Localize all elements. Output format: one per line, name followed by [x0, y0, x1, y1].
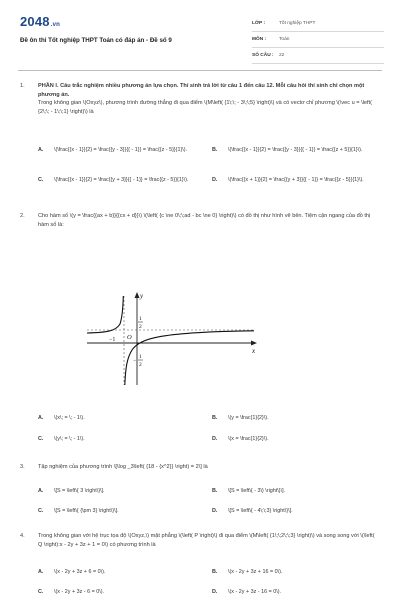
- half-denominator: 2: [139, 324, 142, 330]
- option-label: A.: [38, 147, 44, 153]
- page-title: Đề ôn thi Tốt nghiệp THPT Toán có đáp án - Đề số 9: [20, 37, 172, 44]
- option-text: \(\frac{{x - 1}}{2} = \frac{{y + 3}}{{ - 1}} = \frac{{z - 5}}{1}\).: [54, 177, 189, 183]
- question-number: 2.: [20, 213, 25, 219]
- curve-right-branch: [125, 331, 254, 385]
- option-label: B.: [212, 569, 218, 575]
- option-text: \(x - 2y + 3z + 16 = 0\).: [228, 569, 283, 575]
- meta-key: SỐ CÂU :: [252, 53, 274, 58]
- option-label: D.: [212, 589, 218, 595]
- meta-value: Toán: [279, 37, 290, 42]
- header-divider: [18, 70, 382, 71]
- option-text: \(x - 2y + 3z - 6 = 0\).: [54, 589, 105, 595]
- option-text: \(\frac{{x - 1}}{2} = \frac{{y - 3}}{{ - 1}} = \frac{{z - 5}}{1}\).: [54, 147, 188, 153]
- exam-meta: [252, 16, 384, 64]
- option-text: \[S = \left\{ 3 \right\}\].: [54, 488, 105, 494]
- meta-row-class: [252, 16, 384, 32]
- logo-suffix: .vn: [50, 22, 61, 28]
- option-label: B.: [212, 415, 218, 421]
- neg-half-denominator: 2: [139, 362, 142, 368]
- question-number: 4.: [20, 533, 25, 539]
- neg-half-numerator: 1: [139, 354, 142, 360]
- option-label: B.: [212, 488, 218, 494]
- site-logo[interactable]: [20, 14, 60, 29]
- x-axis-label: x: [252, 347, 256, 355]
- option-label: A.: [38, 415, 44, 421]
- neg-half-minus: −: [133, 358, 137, 364]
- question-text: Tập nghiệm của phương trình \[\log _3\left( {18 - {x^2}} \right) = 2\] là: [38, 464, 208, 470]
- question-text: [38, 82, 378, 116]
- option-label: D.: [212, 508, 218, 514]
- option-text: \(x - 2y + 3z + 6 = 0\).: [54, 569, 106, 575]
- curve-left-branch: [87, 296, 123, 333]
- option-text: \(y\; = \; - 1\).: [54, 436, 85, 442]
- question-text: Trong không gian với hệ trục tọa độ \(Oxyz,\) mặt phẳng \(\left( P \right)\) đi qua điểm \(M\left( {1\;\;2\;\;3} \right)\) và song song với \(\left( Q \right):x - 2y + 3z + 1 = 0\) có phương trình là: [38, 533, 375, 548]
- option-label: A.: [38, 488, 44, 494]
- meta-key: LỚP :: [252, 21, 266, 26]
- question-text: Cho hàm số \(y = \frac{{ax + b}}{{cx + d}}\) \(\left( {c \ne 0\;\;ad - bc \ne 0} \right)\) có đồ thị như hình vẽ bên. Tiệm cận ngang của đồ thị hàm số là:: [38, 213, 371, 228]
- section-intro: PHẦN I. Câu trắc nghiệm nhiều phương án lựa chọn. Thí sinh trả lời từ câu 1 đến câu 12. Mỗi câu hỏi thí sinh chỉ chọn một phương án.: [38, 83, 365, 98]
- logo-text: 2048: [20, 14, 50, 29]
- document-header: [20, 12, 384, 68]
- option-label: D.: [212, 436, 218, 442]
- option-text: \(y = \frac{1}{2}\).: [228, 415, 269, 421]
- neg-one-label: −1: [109, 337, 116, 343]
- origin-label: O: [127, 334, 132, 341]
- question-number: 1.: [20, 83, 25, 89]
- meta-key: MÔN :: [252, 37, 267, 42]
- x-axis-arrow: [251, 341, 257, 346]
- option-label: C.: [38, 436, 44, 442]
- meta-row-subject: [252, 32, 384, 48]
- question-stem: Trong không gian \(Oxyz\), phương trình đường thẳng đi qua điểm \(M\left( {1\;\; - 3\;\;5} \right)\) và có vectơ chỉ phương \(\vec u = \left( {2\;\; - 1\;\;1} \right)\) là: [38, 100, 372, 115]
- y-axis-arrow: [135, 292, 140, 298]
- option-text: \(x = \frac{1}{2}\).: [228, 436, 269, 442]
- meta-value: 22: [279, 53, 285, 58]
- option-label: A.: [38, 569, 44, 575]
- option-text: \(\frac{{x + 1}}{2} = \frac{{y + 3}}{{ - 1}} = \frac{{z - 5}}{1}\).: [228, 177, 364, 183]
- meta-row-count: [252, 48, 384, 64]
- option-label: C.: [38, 177, 44, 183]
- option-text: \(x - 2y + 3z - 16 = 0\).: [228, 589, 282, 595]
- function-graph: [82, 288, 262, 388]
- question-number: 3.: [20, 464, 25, 470]
- option-text: \(\frac{{x - 1}}{2} = \frac{{y - 3}}{{ - 1}} = \frac{{z + 5}}{1}\).: [228, 147, 363, 153]
- half-numerator: 1: [139, 316, 142, 322]
- option-text: \[S = \left\{ {\pm 3} \right\}\].: [54, 508, 119, 514]
- y-axis-label: y: [140, 292, 144, 300]
- option-text: \[S = \left\{ - 3\} \right\}\].: [228, 488, 286, 494]
- option-text: \(x\; = \; - 1\).: [54, 415, 85, 421]
- meta-value: Tốt nghiệp THPT: [279, 21, 316, 26]
- option-text: \[S = \left\{ - 4\;\;3} \right\}\].: [228, 508, 293, 514]
- option-label: D.: [212, 177, 218, 183]
- option-label: B.: [212, 147, 218, 153]
- option-label: C.: [38, 508, 44, 514]
- option-label: C.: [38, 589, 44, 595]
